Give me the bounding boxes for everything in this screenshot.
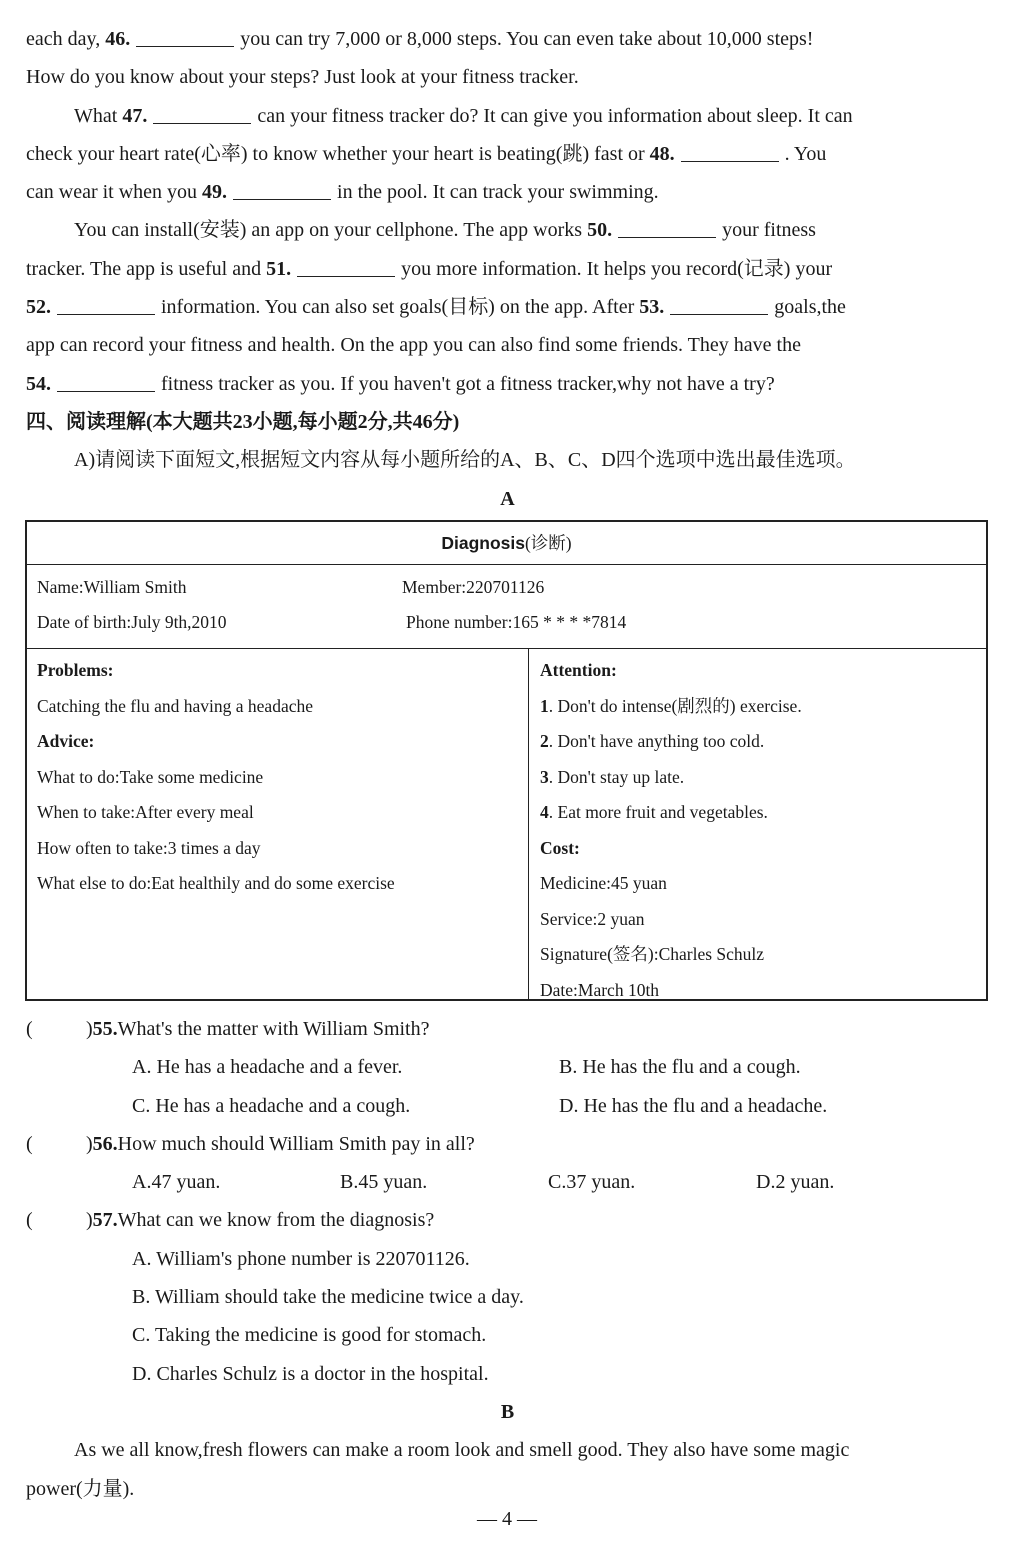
option-row — [26, 1163, 989, 1201]
cost-label: Cost: — [540, 837, 580, 858]
blank-number: 52. — [26, 296, 51, 319]
advice-label: Advice: — [37, 731, 95, 751]
date-of-birth: Date of birth:July 9th,2010 — [37, 612, 227, 632]
question-text: How much should William Smith pay in all? — [117, 1132, 475, 1155]
answer-blank[interactable] — [233, 177, 331, 200]
attention-item — [540, 689, 986, 725]
option-a[interactable]: A. William's phone number is 220701126. — [132, 1247, 470, 1270]
part-b-label: B — [500, 1400, 515, 1423]
answer-blank[interactable] — [153, 101, 251, 124]
signature: Signature(签名):Charles Schulz — [540, 944, 765, 964]
section-heading: 四、阅读理解(本大题共23小题,每小题2分,共46分) — [26, 410, 460, 433]
blank-number: 46. — [105, 28, 131, 50]
member-id: Member:220701126 — [402, 577, 545, 597]
patient-info — [27, 565, 986, 649]
question-text: What's the matter with William Smith? — [117, 1018, 430, 1040]
blank-number: 53. — [639, 296, 665, 319]
option-d[interactable]: D. He has the flu and a headache. — [559, 1094, 828, 1117]
option-row — [26, 1087, 989, 1125]
answer-blank[interactable] — [681, 139, 779, 162]
problem-text: Catching the flu and having a headache — [37, 695, 314, 716]
right-column — [529, 649, 986, 1001]
advice-item: What to do:Take some medicine — [37, 766, 264, 787]
option-d[interactable]: D. Charles Schulz is a doctor in the hospital. — [132, 1362, 489, 1385]
question-56: ( )56.How much should William Smith pay in all? — [26, 1125, 989, 1163]
option-d[interactable]: D.2 yuan. — [756, 1171, 835, 1194]
blank-number: 48. — [649, 142, 675, 165]
section-instruction: A)请阅读下面短文,根据短文内容从每小题所给的A、B、C、D四个选项中选出最佳选项。 — [74, 449, 856, 472]
passage-b-line: power(力量). — [26, 1477, 135, 1500]
option-c[interactable]: C.37 yuan. — [548, 1171, 636, 1194]
advice-item: When to take:After every meal — [37, 802, 254, 822]
blank-number: 51. — [266, 257, 292, 280]
item-text: . Don't do intense(剧烈的) exercise. — [548, 695, 802, 716]
question-number: 56. — [92, 1132, 118, 1155]
text: tracker. The app is useful and — [26, 257, 262, 280]
diagnosis-title — [27, 522, 986, 565]
text: can wear it when you — [26, 181, 198, 204]
phone-number: Phone number:165 * * * *7814 — [406, 612, 627, 632]
text: fitness tracker as you. If you haven't got a fitness tracker,why not have a try? — [161, 372, 775, 395]
question-55: ( )55.What's the matter with William Smith? — [26, 1010, 989, 1048]
passage-line: app can record your fitness and health. On the app you can also find some friends. They have the — [26, 334, 801, 357]
attention-item — [540, 760, 986, 796]
item-number: 3 — [540, 766, 549, 787]
part-a-label: A — [500, 487, 515, 510]
item-text: . Eat more fruit and vegetables. — [548, 802, 768, 822]
answer-blank[interactable] — [136, 24, 234, 47]
left-column — [27, 649, 529, 1001]
title-bold: Diagnosis — [441, 533, 525, 553]
answer-blank[interactable] — [670, 292, 768, 315]
advice-item: What else to do:Eat healthily and do some exercise — [37, 873, 395, 893]
service-cost: Service:2 yuan — [540, 908, 645, 929]
attention-item — [540, 795, 986, 831]
answer-blank[interactable] — [57, 292, 155, 315]
option-b[interactable]: B.45 yuan. — [340, 1171, 428, 1194]
text: goals,the — [774, 296, 846, 319]
item-text: . Don't stay up late. — [548, 766, 685, 787]
text: You can install(安装) an app on your cellphone. The app works — [74, 219, 583, 242]
item-text: . Don't have anything too cold. — [548, 731, 765, 751]
patient-name: Name:William Smith — [37, 577, 187, 597]
text: information. You can also set goals(目标) on the app. After — [161, 296, 635, 319]
page-number: — 4 — — [477, 1508, 537, 1530]
question-number: 55. — [92, 1018, 118, 1040]
passage-line — [26, 173, 989, 211]
answer-paren[interactable]: ( — [26, 1132, 33, 1155]
advice-item: How often to take:3 times a day — [37, 837, 261, 858]
medicine-cost: Medicine:45 yuan — [540, 873, 667, 893]
text: What — [74, 104, 118, 127]
question-number: 57. — [92, 1209, 118, 1232]
answer-paren[interactable]: ( — [26, 1018, 33, 1040]
text: you more information. It helps you record(记录) your — [401, 257, 833, 280]
passage-line — [26, 211, 989, 249]
title-cn: (诊断) — [524, 533, 572, 553]
text: . You — [784, 142, 827, 165]
item-number: 1 — [540, 695, 549, 716]
attention-item — [540, 724, 986, 760]
passage-line — [26, 20, 989, 58]
passage-top — [26, 20, 989, 518]
blank-number: 50. — [587, 219, 613, 242]
passage-line — [26, 135, 989, 173]
passage-line — [26, 365, 989, 403]
questions — [26, 1010, 989, 1508]
problems-label: Problems: — [37, 660, 114, 680]
question-text: What can we know from the diagnosis? — [117, 1209, 435, 1232]
diagnosis-date: Date:March 10th — [540, 979, 660, 1000]
option-b[interactable]: B. He has the flu and a cough. — [559, 1056, 801, 1079]
blank-number: 49. — [202, 181, 228, 204]
passage-line — [26, 97, 989, 135]
answer-blank[interactable] — [618, 215, 716, 238]
option-a[interactable]: A.47 yuan. — [132, 1171, 221, 1194]
answer-blank[interactable] — [57, 369, 155, 392]
blank-number: 47. — [122, 104, 148, 127]
passage-line — [26, 250, 989, 288]
answer-paren[interactable]: ( — [26, 1209, 33, 1232]
text: your fitness — [722, 219, 816, 242]
text: in the pool. It can track your swimming. — [337, 181, 659, 204]
option-b[interactable]: B. William should take the medicine twice a day. — [132, 1286, 524, 1309]
passage-line — [26, 288, 989, 326]
option-row — [26, 1048, 989, 1086]
text: check your heart rate(心率) to know whether your heart is beating(跳) fast or — [26, 142, 645, 165]
option-a[interactable]: A. He has a headache and a fever. — [132, 1056, 403, 1079]
passage-b-line: As we all know,fresh flowers can make a room look and smell good. They also have some magic — [74, 1439, 850, 1462]
attention-label: Attention: — [540, 660, 617, 680]
diagnosis-table — [25, 520, 988, 1001]
text: you can try 7,000 or 8,000 steps. You can even take about 10,000 steps! — [240, 28, 814, 50]
item-number: 2 — [540, 731, 549, 751]
text: can your fitness tracker do? It can give you information about sleep. It can — [257, 104, 853, 127]
question-57: ( )57.What can we know from the diagnosis? — [26, 1201, 989, 1239]
blank-number: 54. — [26, 372, 51, 395]
option-c[interactable]: C. Taking the medicine is good for stomach. — [132, 1324, 487, 1347]
passage-line: How do you know about your steps? Just look at your fitness tracker. — [26, 66, 579, 89]
text: each day, — [26, 28, 101, 50]
answer-blank[interactable] — [297, 254, 395, 277]
option-c[interactable]: C. He has a headache and a cough. — [132, 1094, 411, 1117]
item-number: 4 — [540, 802, 549, 822]
